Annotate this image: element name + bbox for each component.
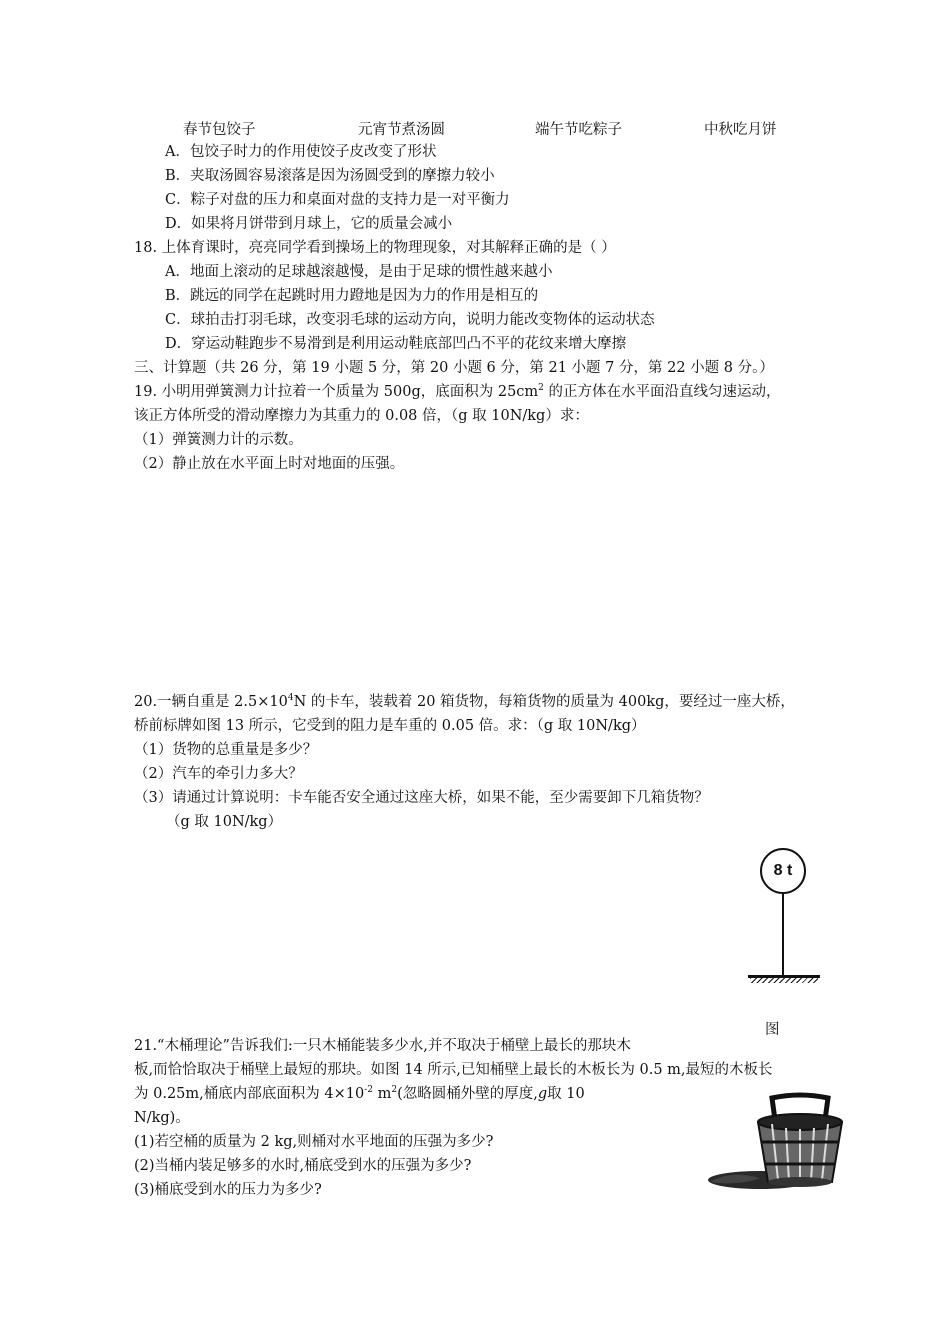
q21-line-3: 为 0.25m,桶底内部底面积为 $4\times 10^{-2}$ $m^2$(忽略圆桶外壁的厚度,g取 10 xyxy=(134,1085,585,1102)
q21-sub-1: (1)若空桶的质量为 2 kg,则桶对水平地面的压强为多少? xyxy=(134,1134,494,1150)
q20-sub-3-note: （g 取 10N/kg） xyxy=(166,814,283,830)
q19-sub-2: （2）静止放在水平面上时对地面的压强。 xyxy=(134,456,405,472)
q18-stem: 18. 上体育课时，亮亮同学看到操场上的物理现象，对其解释正确的是（ ） xyxy=(134,240,616,256)
wooden-bucket-illustration xyxy=(700,1090,870,1200)
weight-limit-sign xyxy=(760,848,806,894)
section-heading: 三、计算题（共 26 分，第 19 小题 5 分，第 20 小题 6 分，第 21 小题 7 分，第 22 小题 8 分。） xyxy=(134,360,774,376)
sign-pole xyxy=(782,894,784,976)
q17-option-b: B．夹取汤圆容易滚落是因为汤圆受到的摩擦力较小 xyxy=(165,168,495,184)
q18-option-b: B．跳远的同学在起跳时用力蹬地是因为力的作用是相互的 xyxy=(165,288,539,304)
q18-option-d: D．穿运动鞋跑步不易滑到是利用运动鞋底部凹凸不平的花纹来增大摩擦 xyxy=(165,336,627,352)
festival-caption-4: 中秋吃月饼 xyxy=(704,122,777,138)
q21-line-2: 板,而恰恰取决于桶壁上最短的那块。如图 14 所示,已知桶壁上最长的木板长为 0.5 m,最短的木板长 xyxy=(134,1062,773,1078)
q18-option-a: A．地面上滚动的足球越滚越慢，是由于足球的惯性越来越小 xyxy=(165,264,553,280)
figure-caption: 图 xyxy=(765,1022,780,1038)
q20-line-2: 桥前标牌如图 13 所示，它受到的阻力是车重的 0.05 倍。求：（g 取 10N/kg） xyxy=(134,718,646,734)
sign-label: 8 t xyxy=(773,862,793,879)
q21-line-4: N/kg)。 xyxy=(134,1110,190,1126)
q20-sub-2: （2）汽车的牵引力多大？ xyxy=(134,766,303,782)
festival-caption-2: 元宵节煮汤圆 xyxy=(358,122,445,138)
q21-line-1: 21.“木桶理论”告诉我们:一只木桶能装多少水,并不取决于桶壁上最长的那块木 xyxy=(134,1038,631,1054)
q20-sub-1: （1）货物的总重量是多少？ xyxy=(134,742,318,758)
q19-line-2: 该正方体所受的滑动摩擦力为其重力的 0.08 倍，（g 取 10N/kg）求： xyxy=(134,408,589,424)
q19-line-1: 19. 小明用弹簧测力计拉着一个质量为 500g，底面积为 $25cm^2$ 的正方体在水平面沿直线匀速运动， xyxy=(134,383,781,400)
sign-ground-hatch xyxy=(750,978,818,983)
q21-sub-2: (2)当桶内装足够多的水时,桶底受到水的压强为多少? xyxy=(134,1158,472,1174)
festival-caption-3: 端午节吃粽子 xyxy=(535,122,622,138)
festival-caption-1: 春节包饺子 xyxy=(183,122,256,138)
q19-sub-1: （1）弹簧测力计的示数。 xyxy=(134,432,303,448)
q17-option-d: D．如果将月饼带到月球上，它的质量会减小 xyxy=(165,216,453,232)
q21-sub-3: (3)桶底受到水的压力为多少? xyxy=(134,1182,322,1198)
q17-option-a: A．包饺子时力的作用使饺子皮改变了形状 xyxy=(165,144,437,160)
q20-sub-3: （3）请通过计算说明：卡车能否安全通过这座大桥，如果不能，至少需要卸下几箱货物？ xyxy=(134,790,709,806)
q20-line-1: 20.一辆自重是 $2.5\times 10^4N$ 的卡车，装载着 20 箱货物，每箱货物的质量为 400kg，要经过一座大桥， xyxy=(134,693,795,710)
q18-option-c: C．球拍击打羽毛球，改变羽毛球的运动方向，说明力能改变物体的运动状态 xyxy=(165,312,655,328)
q17-option-c: C．粽子对盘的压力和桌面对盘的支持力是一对平衡力 xyxy=(165,192,510,208)
